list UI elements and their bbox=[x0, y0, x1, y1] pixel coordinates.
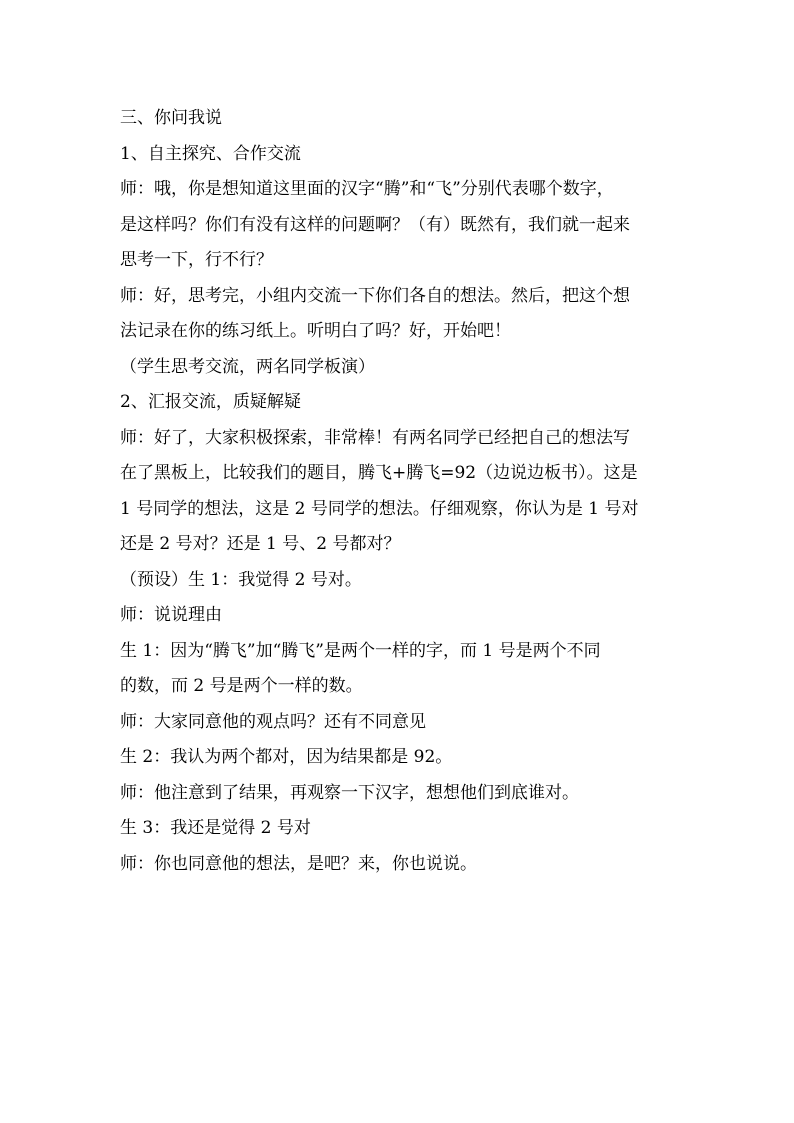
paragraph-line: 生 2：我认为两个都对，因为结果都是 92。 bbox=[120, 747, 453, 767]
paragraph-line: 法记录在你的练习纸上。听明白了吗？好，开始吧！ bbox=[120, 321, 511, 341]
paragraph-line: （学生思考交流，两名同学板演） bbox=[120, 356, 375, 377]
subsection-heading: 1、自主探究、合作交流 bbox=[120, 143, 301, 164]
paragraph-line: 师：哦，你是想知道这里面的汉字“腾”和“飞”分别代表哪个数字， bbox=[120, 179, 614, 199]
paragraph-line: 师：好，思考完，小组内交流一下你们各自的想法。然后，把这个想 bbox=[120, 285, 630, 306]
document-body bbox=[120, 101, 680, 882]
paragraph-line: 的数，而 2 号是两个一样的数。 bbox=[120, 676, 363, 696]
paragraph-line: （预设）生 1：我觉得 2 号对。 bbox=[120, 569, 362, 590]
paragraph-line: 生 3：我还是觉得 2 号对 bbox=[120, 818, 311, 838]
subsection-heading: 2、汇报交流，质疑解疑 bbox=[120, 392, 301, 412]
paragraph-line: 师：说说理由 bbox=[120, 605, 222, 625]
paragraph-line: 生 1：因为“腾飞”加“腾飞”是两个一样的字，而 1 号是两个不同 bbox=[120, 640, 601, 661]
paragraph-line: 还是 2 号对？还是 1 号、2 号都对？ bbox=[120, 534, 401, 554]
paragraph-line: 思考一下，行不行？ bbox=[120, 250, 273, 270]
paragraph-line: 在了黑板上，比较我们的题目，腾飞+腾飞=92（边说边板书）。这是 bbox=[120, 463, 638, 483]
paragraph-line: 师：大家同意他的观点吗？还有不同意见 bbox=[120, 711, 426, 732]
paragraph-line: 师：你也同意他的想法，是吧？来，你也说说。 bbox=[120, 853, 477, 874]
paragraph-line: 1 号同学的想法，这是 2 号同学的想法。仔细观察，你认为是 1 号对 bbox=[120, 498, 639, 519]
paragraph-line: 师：他注意到了结果，再观察一下汉字，想想他们到底谁对。 bbox=[120, 782, 579, 803]
paragraph-line: 是这样吗？你们有没有这样的问题啊？（有）既然有，我们就一起来 bbox=[120, 214, 630, 235]
paragraph-line: 师：好了，大家积极探索，非常棒！有两名同学已经把自己的想法写 bbox=[120, 427, 630, 448]
section-heading: 三、你问我说 bbox=[120, 108, 222, 128]
